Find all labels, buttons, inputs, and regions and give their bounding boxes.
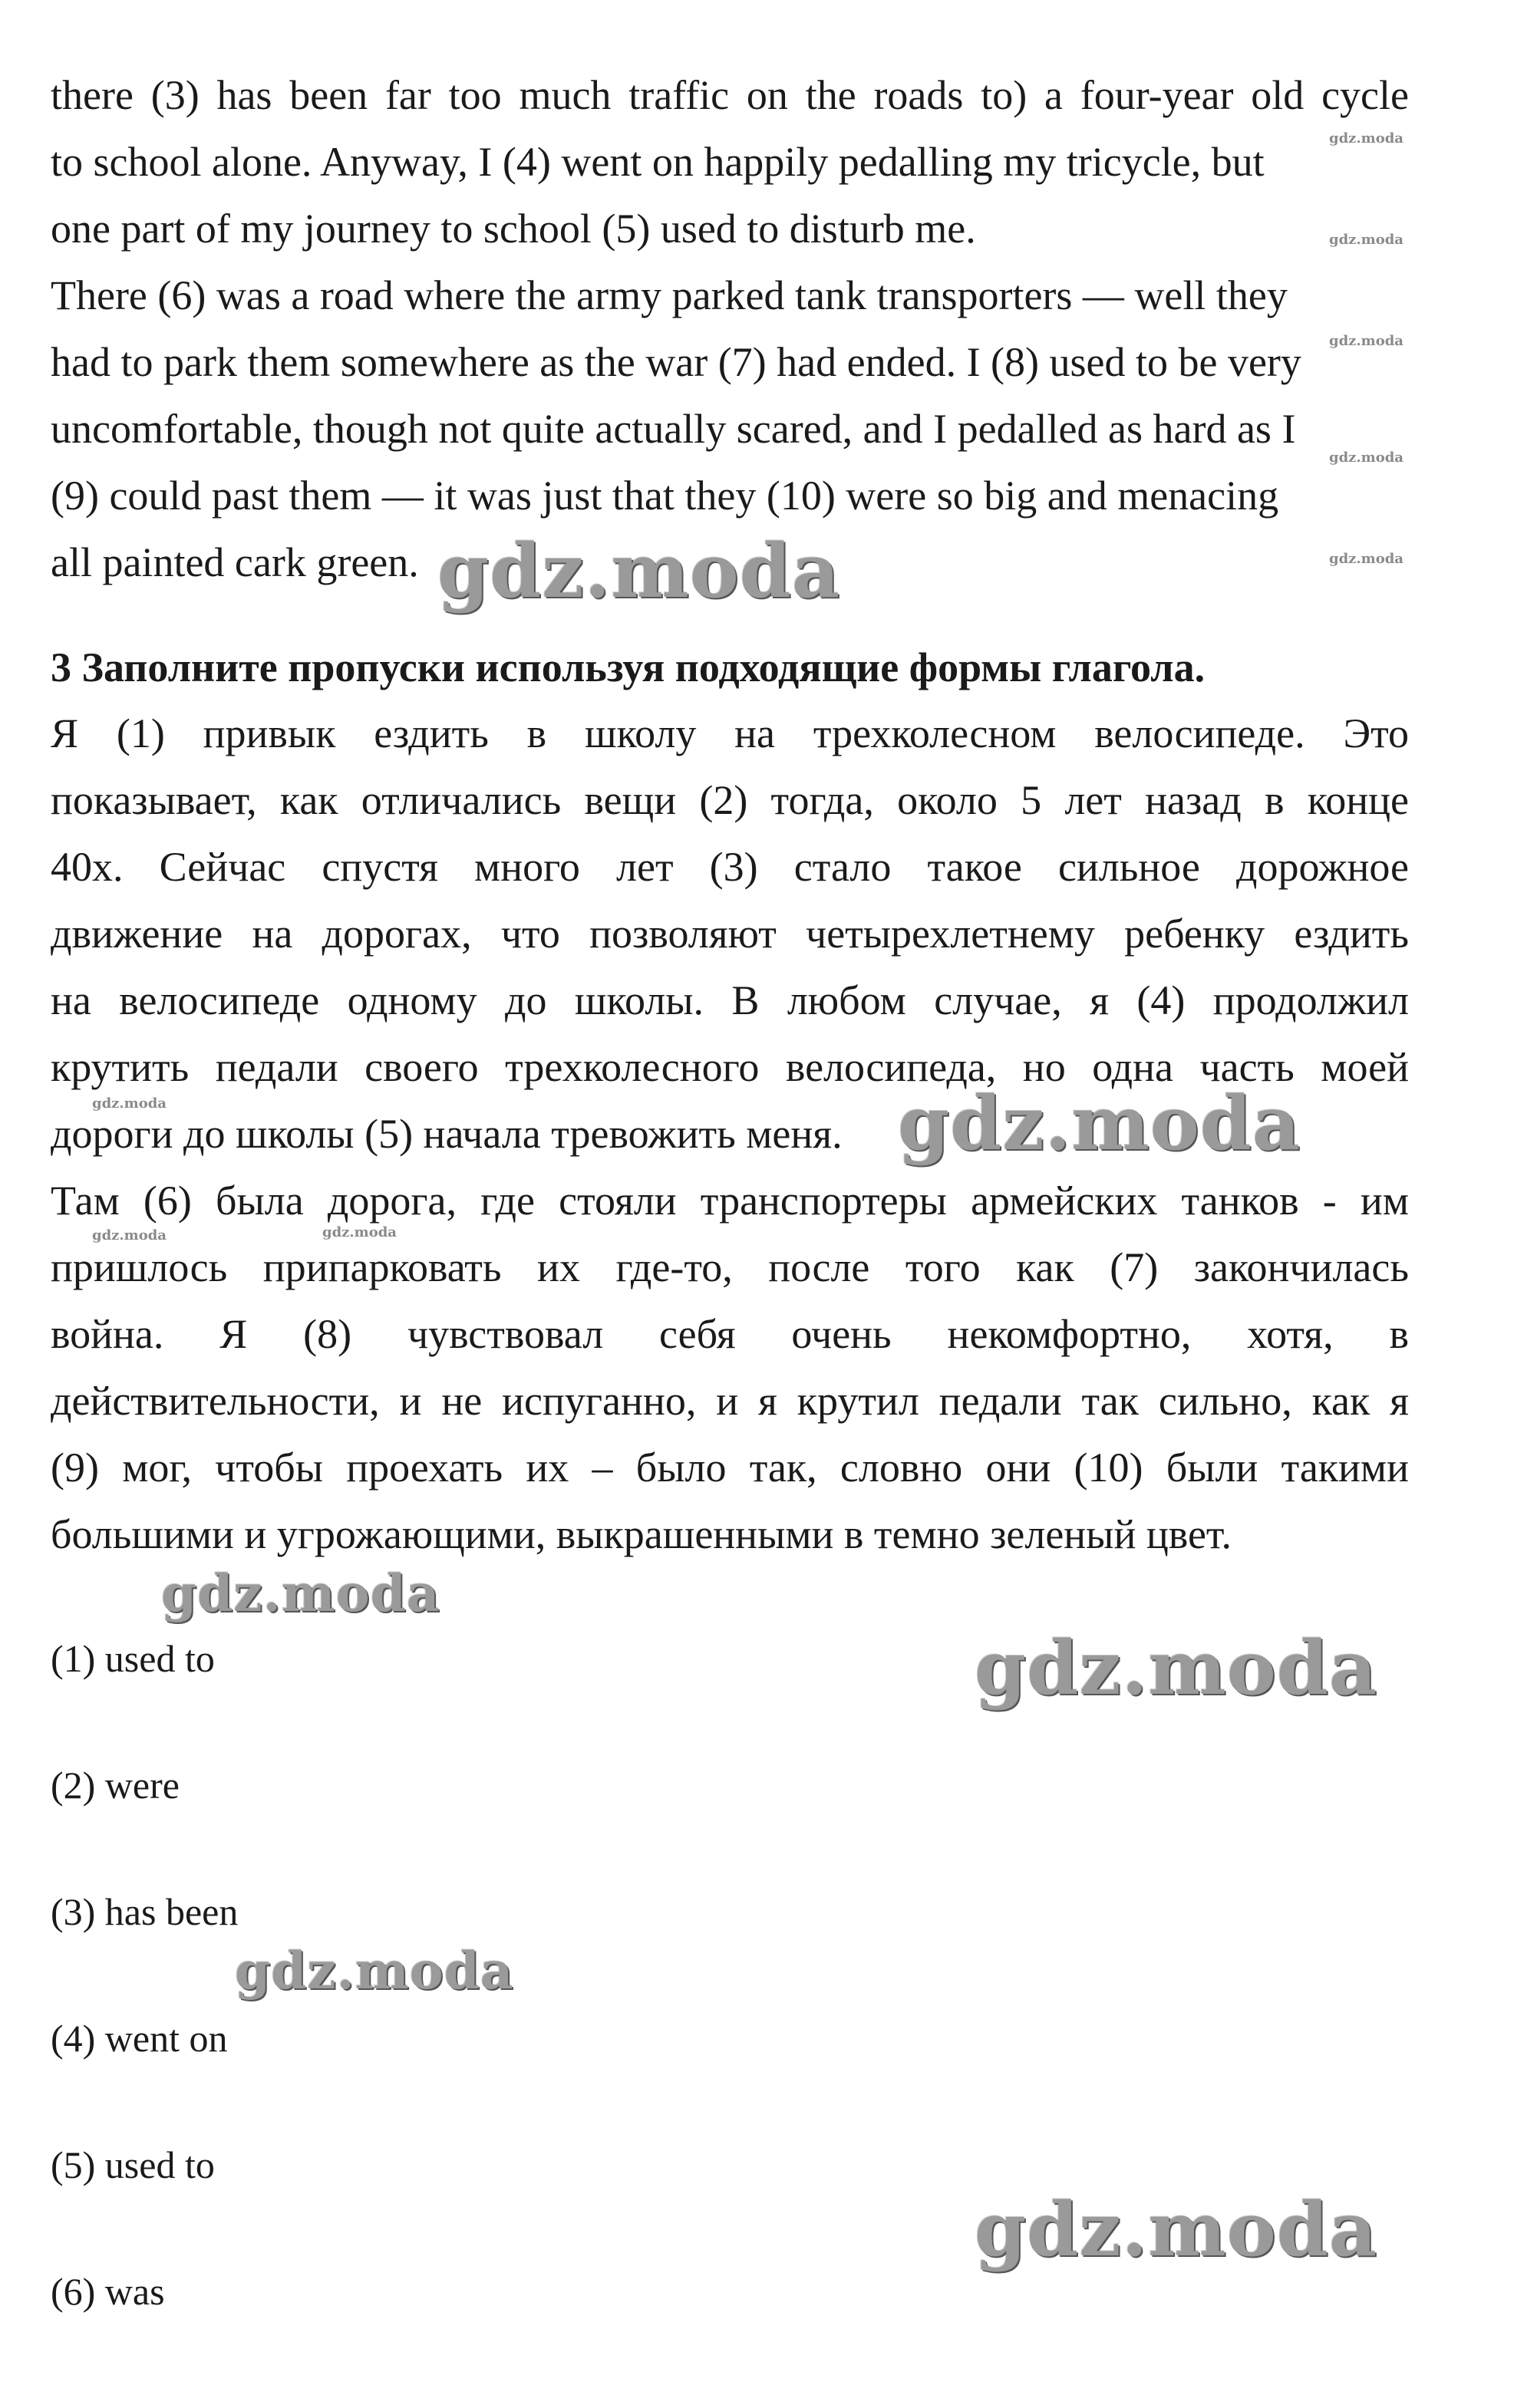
answer-item: (6) was bbox=[51, 2270, 165, 2313]
russian-line: движение на дорогах, что позволяют четырехлетнему ребенку ездить bbox=[51, 911, 1409, 957]
watermark-small: gdz.moda bbox=[1329, 333, 1404, 349]
russian-line: пришлось припарковать их где-то, после того как (7) закончилась bbox=[51, 1244, 1409, 1290]
answer-item: (3) has been bbox=[51, 1890, 239, 1933]
watermark-small: gdz.moda bbox=[1329, 232, 1404, 248]
russian-line: война. Я (8) чувствовал себя очень некомфортно, хотя, в bbox=[51, 1311, 1409, 1357]
russian-line: большими и угрожающими, выкрашенными в темно зеленый цвет. bbox=[51, 1511, 1232, 1557]
russian-line: крутить педали своего трехколесного велосипеда, но одна часть моей bbox=[51, 1044, 1409, 1090]
watermark-small: gdz.moda bbox=[1329, 450, 1404, 466]
exercise-heading: 3 Заполните пропуски используя подходящие формы глагола. bbox=[51, 644, 1206, 690]
english-line: there (3) has been far too much traffic on the roads to) a four-year old cycle bbox=[51, 72, 1409, 118]
watermark-large: gdz.moda bbox=[235, 1941, 514, 2001]
watermark-small: gdz.moda bbox=[322, 1224, 397, 1240]
russian-line: (9) мог, чтобы проехать их – было так, словно они (10) были такими bbox=[51, 1444, 1409, 1491]
english-line: to school alone. Anyway, I (4) went on happily pedalling my tricycle, but bbox=[51, 139, 1265, 185]
english-line: one part of my journey to school (5) used to disturb me. bbox=[51, 206, 976, 252]
watermark-large: gdz.moda bbox=[898, 1080, 1301, 1167]
english-line: all painted cark green. bbox=[51, 539, 419, 585]
english-line: had to park them somewhere as the war (7) had ended. I (8) used to be very bbox=[51, 339, 1301, 385]
answer-item: (4) went on bbox=[51, 2017, 228, 2060]
answer-item: (2) were bbox=[51, 1764, 180, 1807]
russian-line: Я (1) привык ездить в школу на трехколесном велосипеде. Это bbox=[51, 710, 1409, 756]
watermark-large: gdz.moda bbox=[975, 2186, 1378, 2273]
russian-line: показывает, как отличались вещи (2) тогда, около 5 лет назад в конце bbox=[51, 777, 1409, 823]
watermark-small: gdz.moda bbox=[92, 1095, 167, 1112]
english-line: (9) could past them — it was just that they (10) were so big and menacing bbox=[51, 473, 1279, 519]
russian-line: 40х. Сейчас спустя много лет (3) стало такое сильное дорожное bbox=[51, 844, 1409, 890]
watermark-large: gdz.moda bbox=[975, 1625, 1378, 1711]
watermark-small: gdz.moda bbox=[92, 1227, 167, 1244]
russian-line: действительности, и не испуганно, и я крутил педали так сильно, как я bbox=[51, 1378, 1409, 1424]
watermark-small: gdz.moda bbox=[1329, 130, 1404, 147]
russian-line: дороги до школы (5) начала тревожить меня. bbox=[51, 1111, 843, 1157]
answer-item: (1) used to bbox=[51, 1637, 215, 1680]
watermark-large: gdz.moda bbox=[437, 528, 841, 614]
watermark-small: gdz.moda bbox=[1329, 551, 1404, 567]
answer-item: (5) used to bbox=[51, 2143, 215, 2186]
watermark-large: gdz.moda bbox=[161, 1563, 440, 1623]
english-line: uncomfortable, though not quite actually scared, and I pedalled as hard as I bbox=[51, 406, 1296, 452]
russian-line: на велосипеде одному до школы. В любом случае, я (4) продолжил bbox=[51, 977, 1409, 1023]
english-line: There (6) was a road where the army parked tank transporters — well they bbox=[51, 272, 1288, 318]
russian-line: Там (6) была дорога, где стояли транспортеры армейских танков - им bbox=[51, 1178, 1409, 1224]
